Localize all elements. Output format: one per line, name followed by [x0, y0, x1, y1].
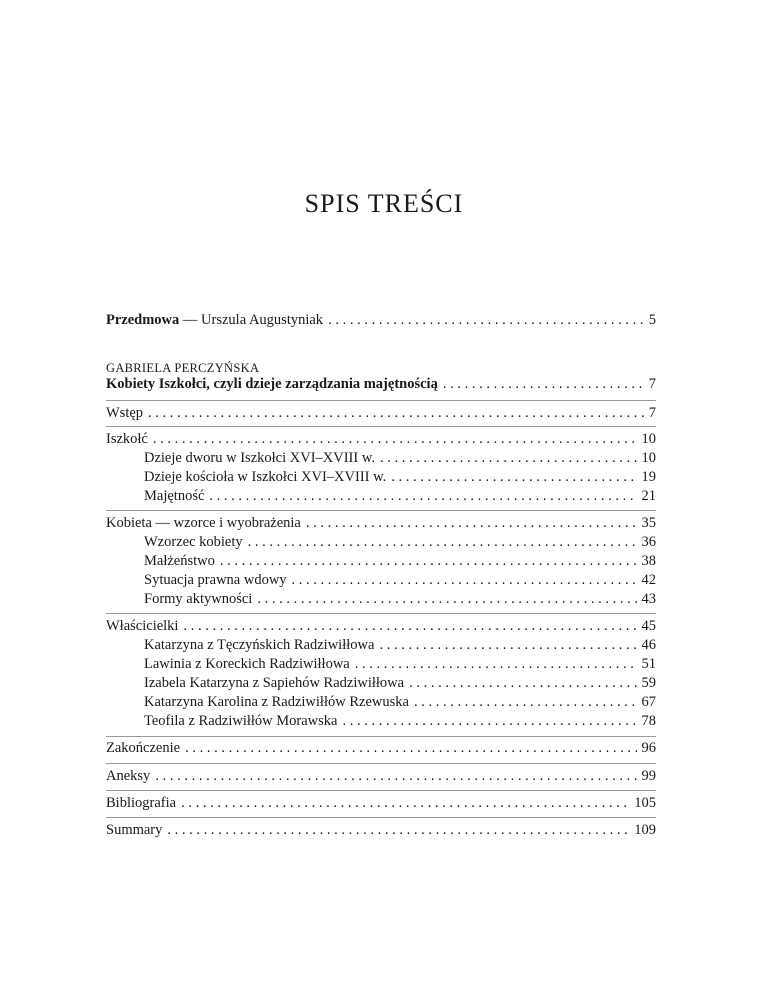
toc-page-number: 45	[641, 618, 656, 634]
toc-subentry[interactable]	[106, 553, 656, 573]
toc-entry-label: Właścicielki	[106, 618, 179, 634]
toc-subentry[interactable]	[106, 469, 656, 489]
dot-leader	[155, 768, 636, 785]
toc-entry[interactable]	[106, 618, 656, 638]
toc-entry-main-title[interactable]	[106, 376, 656, 396]
toc-entry-label: Izabela Katarzyna z Sapiehów Radziwiłłowa	[144, 675, 405, 691]
toc-entry-label: Dzieje kościoła w Iszkołci XVI–XVIII w.	[144, 469, 387, 485]
toc-entry-preface[interactable]	[106, 312, 656, 332]
toc-page-number: 51	[641, 656, 656, 672]
toc-page-number: 19	[641, 469, 656, 485]
toc-entry-label: Summary	[106, 822, 163, 838]
toc-subentry[interactable]	[106, 488, 656, 508]
toc-page-number: 36	[641, 534, 656, 550]
dot-leader	[153, 431, 637, 448]
toc-entry-label: Kobiety Iszkołci, czyli dzieje zarządzania majętnością	[106, 376, 438, 392]
toc-subentry[interactable]	[106, 637, 656, 657]
dot-leader	[167, 822, 629, 839]
toc-subentry[interactable]	[106, 656, 656, 676]
divider	[106, 763, 656, 764]
dot-leader	[409, 675, 636, 692]
toc-entry-label: Katarzyna Karolina z Radziwiłłów Rzewuska	[144, 694, 409, 710]
dot-leader	[443, 376, 644, 393]
toc-page-number: 35	[641, 515, 656, 531]
toc-entry-label: Iszkołć	[106, 431, 148, 447]
toc-page-number: 21	[641, 488, 656, 504]
toc-entry-label: Przedmowa — Urszula Augustyniak	[106, 312, 324, 328]
toc-page-number: 10	[641, 431, 656, 447]
toc-entry-label: Wzorzec kobiety	[144, 534, 243, 550]
toc-subentry[interactable]	[106, 675, 656, 695]
toc-entry-label: Lawinia z Koreckich Radziwiłłowa	[144, 656, 350, 672]
dot-leader	[306, 515, 637, 532]
toc-entry-label: Teofila z Radziwiłłów Morawska	[144, 713, 338, 729]
dot-leader	[292, 572, 637, 589]
toc-entry-label: Zakończenie	[106, 740, 181, 756]
divider	[106, 736, 656, 737]
divider	[106, 510, 656, 511]
divider	[106, 613, 656, 614]
toc-subentry[interactable]	[106, 534, 656, 554]
toc-page-number: 46	[641, 637, 656, 653]
dot-leader	[248, 534, 637, 551]
toc-page-number: 43	[641, 591, 656, 607]
toc-entry-label: Aneksy	[106, 768, 151, 784]
divider	[106, 426, 656, 427]
dot-leader	[414, 694, 637, 711]
toc-entry[interactable]	[106, 795, 656, 815]
toc-entry-label: Katarzyna z Tęczyńskich Radziwiłłowa	[144, 637, 375, 653]
toc-entry-label: Formy aktywności	[144, 591, 253, 607]
toc-page-number: 109	[634, 822, 656, 838]
toc-entry[interactable]	[106, 822, 656, 842]
toc-subentry[interactable]	[106, 591, 656, 611]
page-title: SPIS TREŚCI	[304, 189, 464, 219]
divider	[106, 817, 656, 818]
toc-page-number: 5	[648, 312, 656, 328]
toc-page-number: 7	[648, 405, 656, 421]
toc-subentry[interactable]	[106, 713, 656, 733]
toc-page-number: 67	[641, 694, 656, 710]
toc-entry-label: Małżeństwo	[144, 553, 215, 569]
dot-leader	[185, 740, 636, 757]
toc-subentry[interactable]	[106, 572, 656, 592]
toc-page-number: 10	[641, 450, 656, 466]
dot-leader	[148, 405, 644, 422]
dot-leader	[183, 618, 636, 635]
chapter-author: GABRIELA PERCZYŃSKA	[106, 361, 260, 375]
toc-entry[interactable]	[106, 515, 656, 535]
toc-entry-label: Sytuacja prawna wdowy	[144, 572, 287, 588]
toc-page-number: 99	[641, 768, 656, 784]
dot-leader	[181, 795, 629, 812]
toc-page-number: 38	[641, 553, 656, 569]
toc-entry[interactable]	[106, 740, 656, 760]
dot-leader	[391, 469, 636, 486]
dot-leader	[257, 591, 636, 608]
dot-leader	[355, 656, 637, 673]
toc-subentry[interactable]	[106, 694, 656, 714]
dot-leader	[328, 312, 644, 329]
toc-page-number: 7	[648, 376, 656, 392]
toc-page-number: 42	[641, 572, 656, 588]
toc-subentry[interactable]	[106, 450, 656, 470]
divider	[106, 400, 656, 401]
dot-leader	[342, 713, 636, 730]
toc-entry[interactable]	[106, 768, 656, 788]
toc-page-number: 96	[641, 740, 656, 756]
dot-leader	[380, 450, 637, 467]
toc-entry-label: Bibliografia	[106, 795, 177, 811]
toc-entry-label: Majętność	[144, 488, 205, 504]
toc-entry-label: Dzieje dworu w Iszkołci XVI–XVIII w.	[144, 450, 375, 466]
dot-leader	[220, 553, 637, 570]
toc-entry-label: Wstęp	[106, 405, 144, 421]
toc-page-number: 105	[634, 795, 656, 811]
toc-entry[interactable]	[106, 405, 656, 425]
divider	[106, 790, 656, 791]
toc-page-number: 78	[641, 713, 656, 729]
toc-page-number: 59	[641, 675, 656, 691]
toc-entry[interactable]	[106, 431, 656, 451]
dot-leader	[379, 637, 636, 654]
toc-entry-label: Kobieta — wzorce i wyobrażenia	[106, 515, 301, 531]
dot-leader	[209, 488, 636, 505]
